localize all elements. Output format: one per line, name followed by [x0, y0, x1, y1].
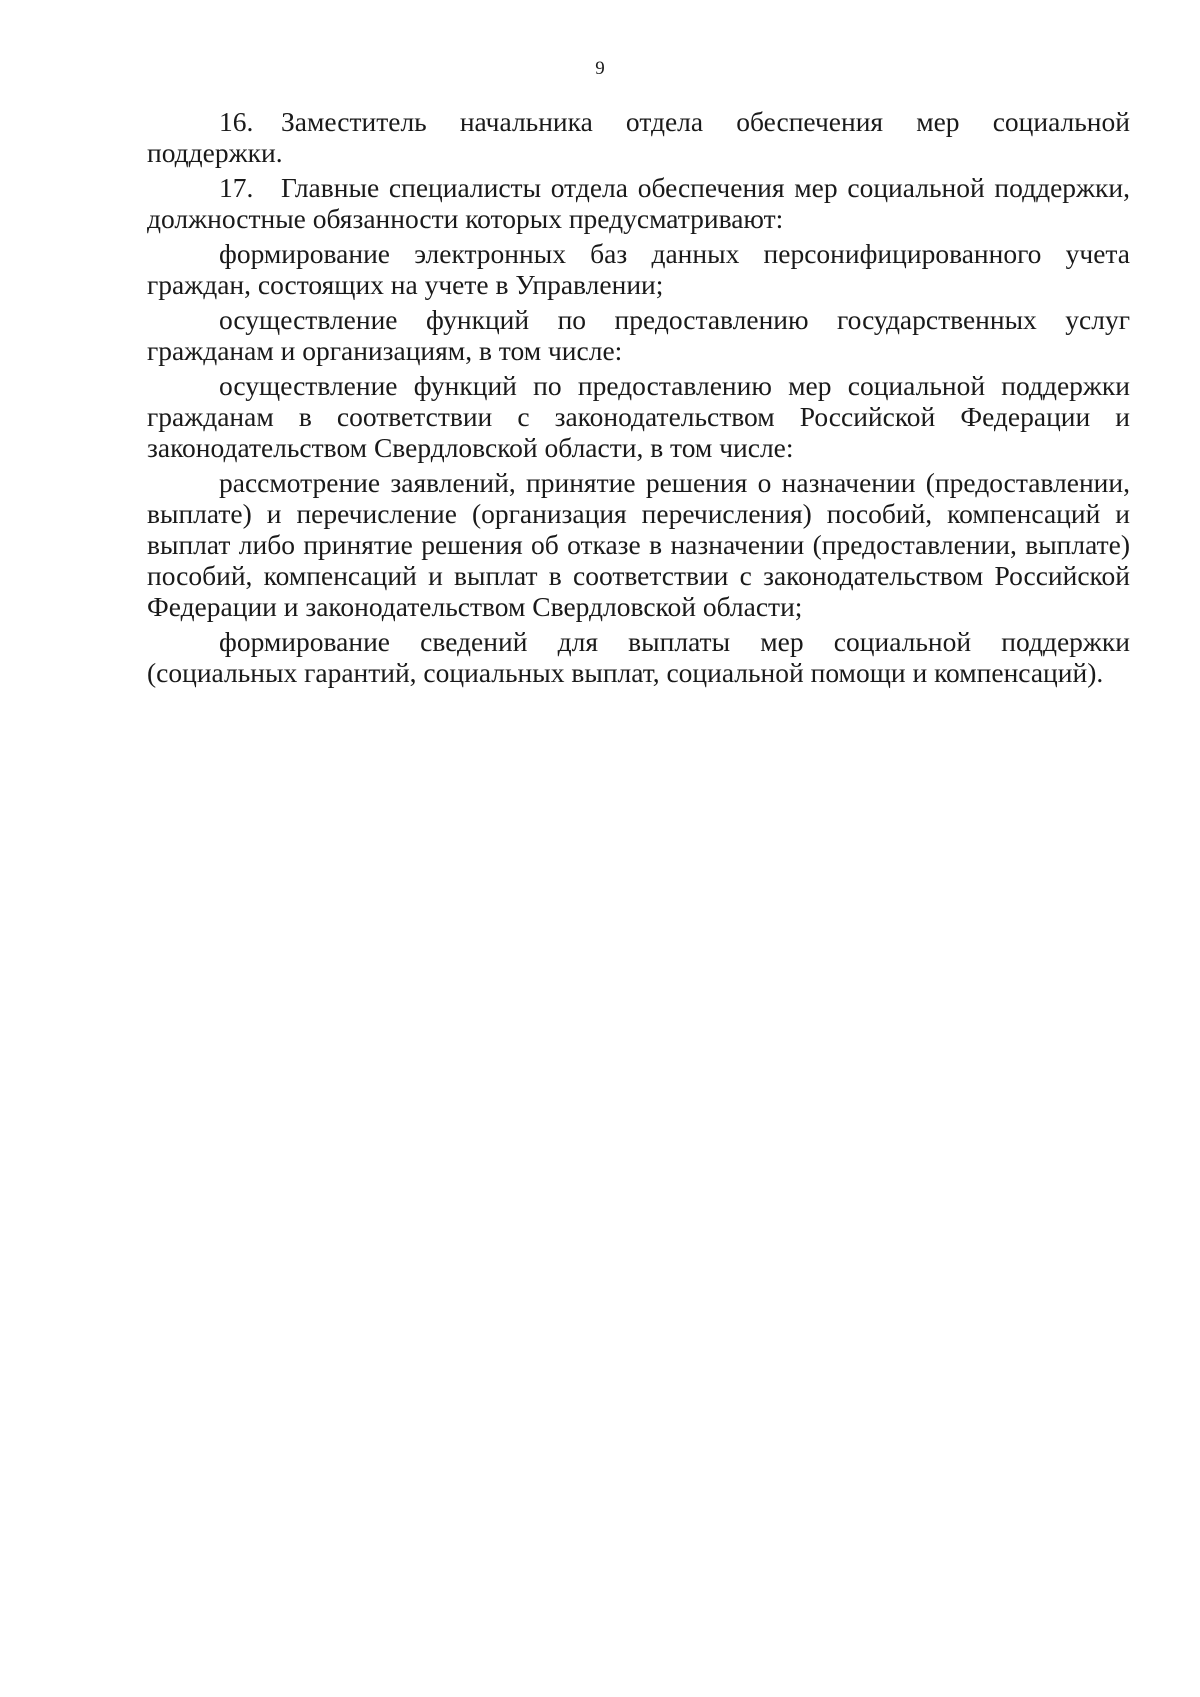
paragraph: формирование сведений для выплаты мер социальной поддержки (социальных гарантий, социальных выплат, социальной помощи и компенсаций).	[147, 626, 1130, 688]
list-item-17	[147, 172, 1130, 234]
item-text: Заместитель начальника отдела обеспечения мер социальной поддержки.	[147, 106, 1130, 168]
paragraph: рассмотрение заявлений, принятие решения о назначении (предоставлении, выплате) и перечисление (организация перечисления) пособий, компенсаций и выплат либо принятие решения об отказе в назначении (предоставлении, выплате) пособий, компенсаций и выплат в соответствии с законодательством Российской Федерации и законодательством Свердловской области;	[147, 467, 1130, 622]
list-item-16	[147, 106, 1130, 168]
document-body	[147, 106, 1130, 692]
item-text: Главные специалисты отдела обеспечения мер социальной поддержки, должностные обязанности которых предусматривают:	[147, 172, 1130, 234]
page-number: 9	[595, 58, 605, 79]
item-number: 17.	[219, 172, 254, 203]
item-number: 16.	[219, 106, 254, 137]
paragraph: формирование электронных баз данных персонифицированного учета граждан, состоящих на учете в Управлении;	[147, 238, 1130, 300]
paragraph: осуществление функций по предоставлению мер социальной поддержки гражданам в соответствии с законодательством Российской Федерации и законодательством Свердловской области, в том числе:	[147, 370, 1130, 463]
paragraph: осуществление функций по предоставлению государственных услуг гражданам и организациям, в том числе:	[147, 304, 1130, 366]
